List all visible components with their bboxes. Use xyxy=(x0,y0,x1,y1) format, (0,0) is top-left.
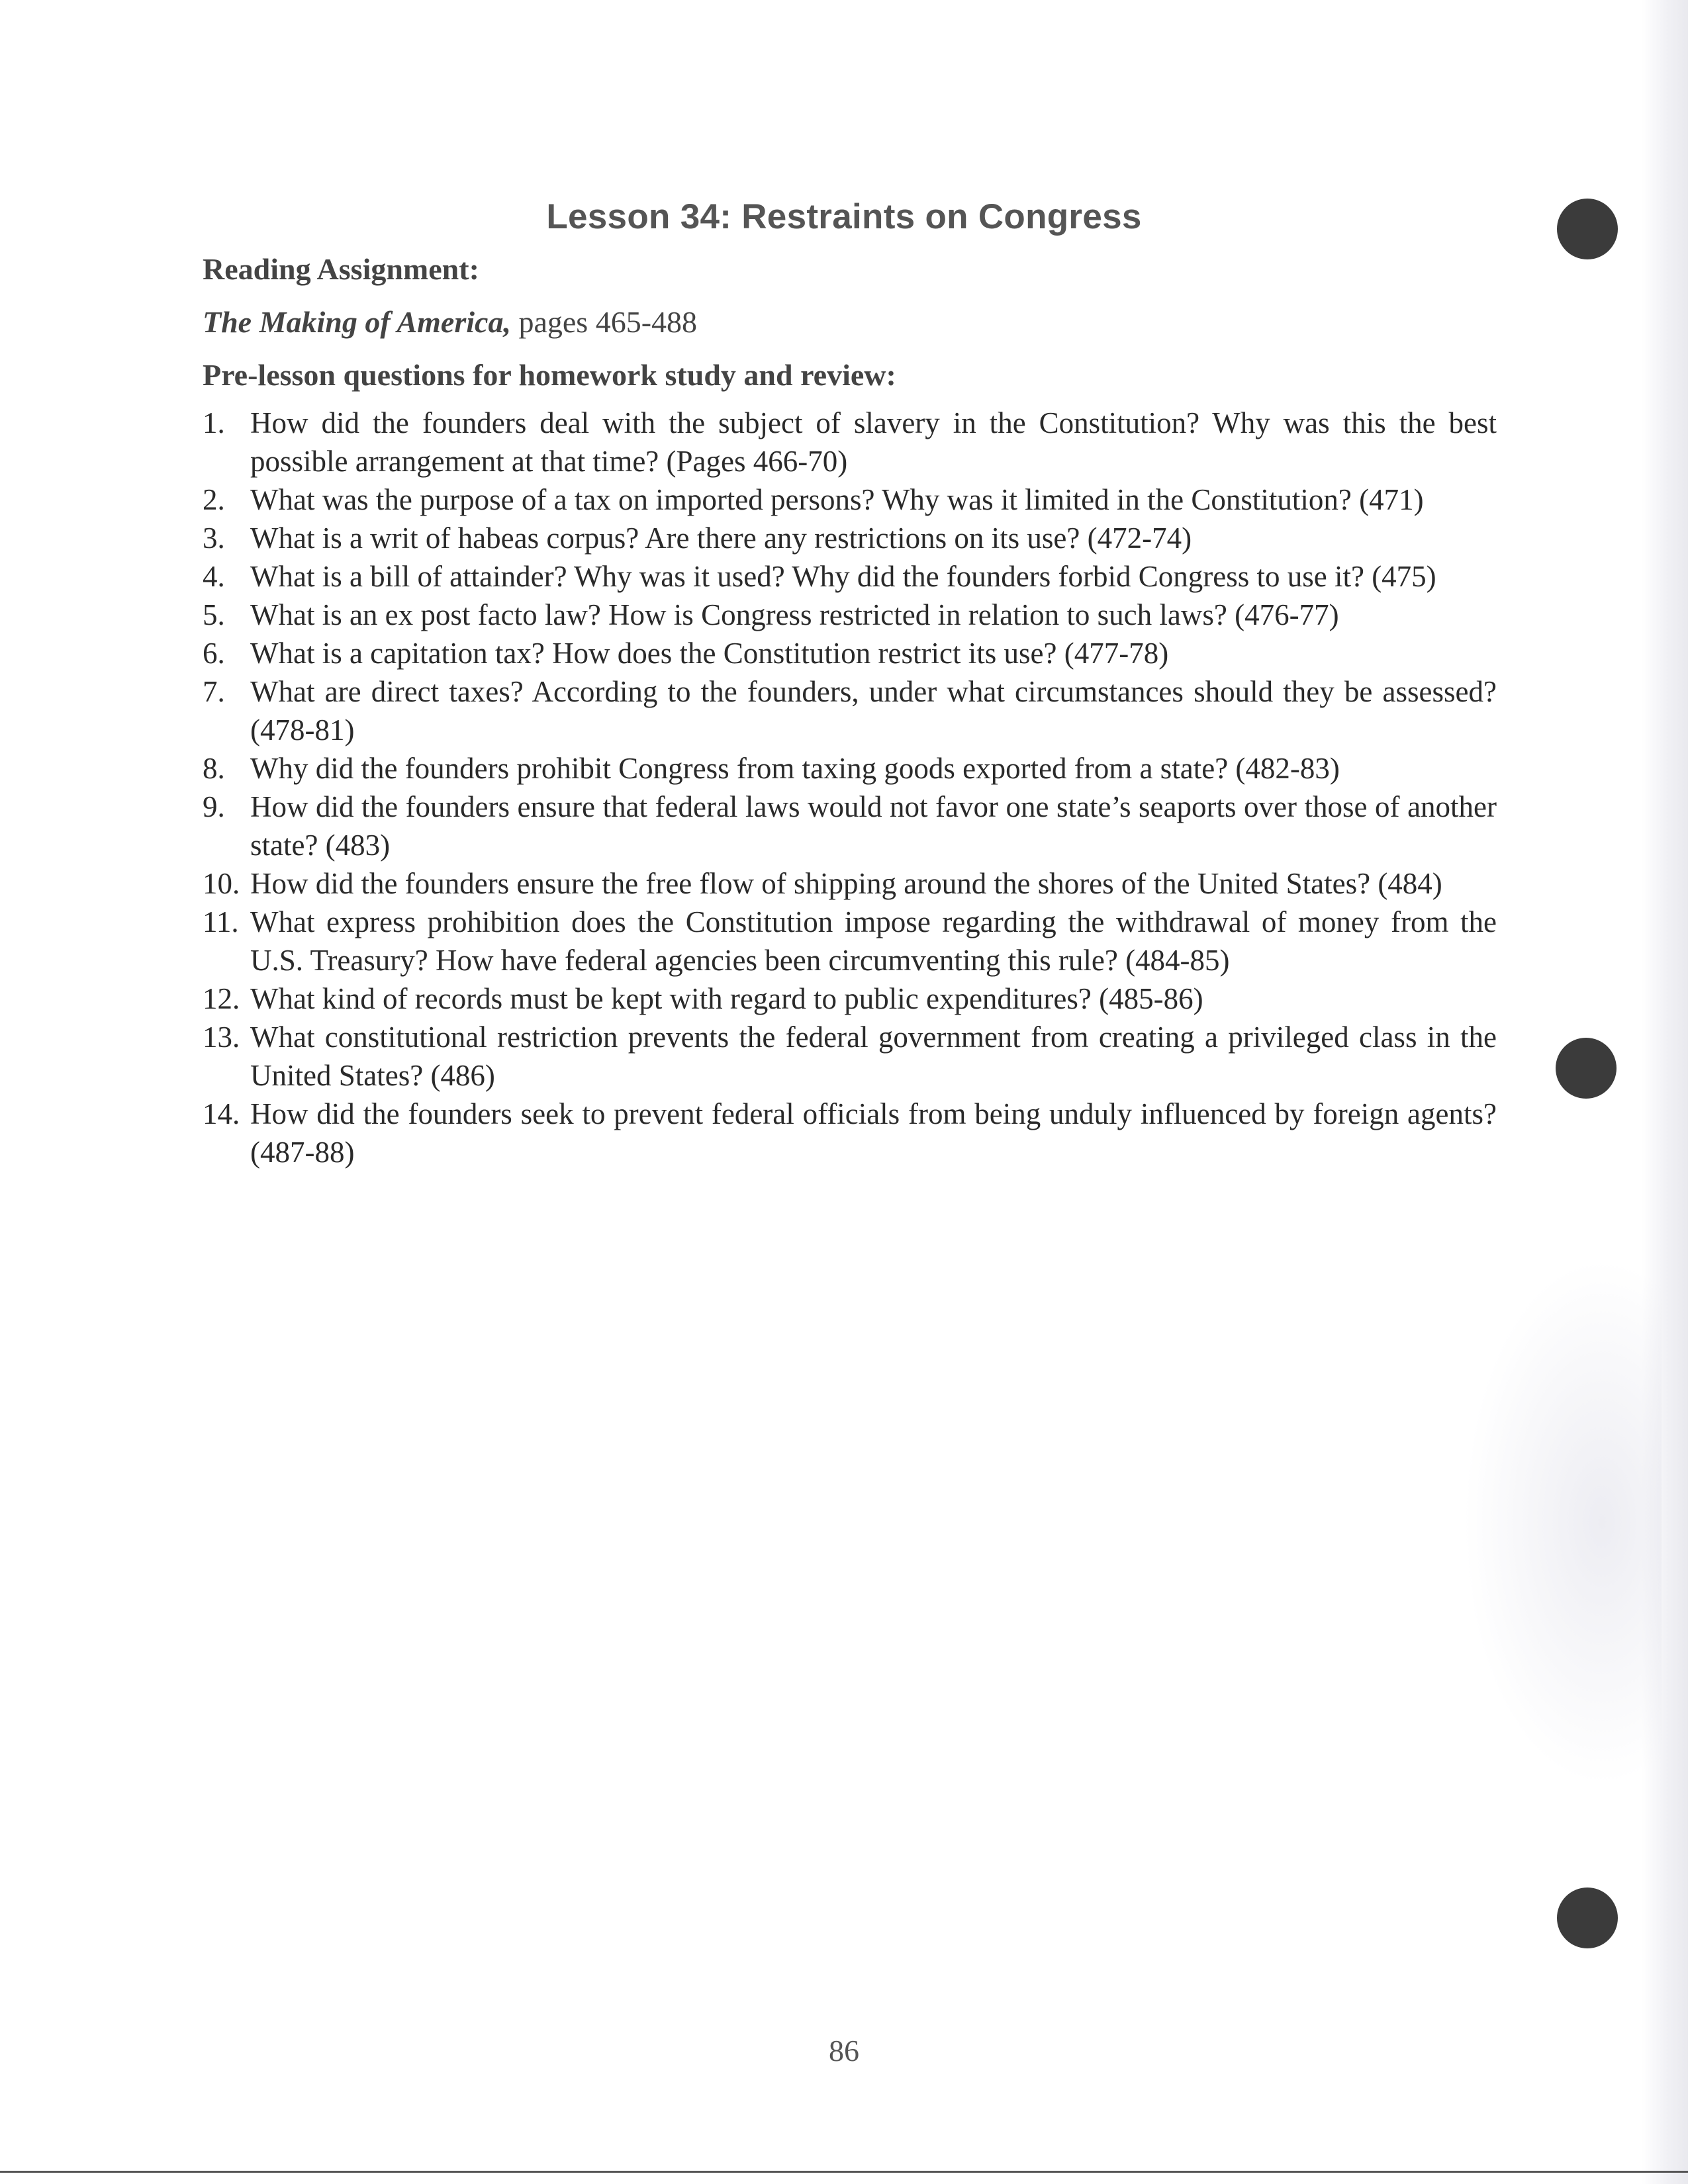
question-number: 14. xyxy=(203,1097,240,1130)
question-item xyxy=(203,480,1497,519)
reading-assignment-heading: Reading Assignment: xyxy=(203,252,479,286)
question-item xyxy=(203,557,1497,596)
question-text: What is a bill of attainder? Why was it used? Why did the founders forbid Congress to use it? (475) xyxy=(250,560,1436,593)
prelesson-questions-heading: Pre-lesson questions for homework study and review: xyxy=(203,358,896,392)
question-number: 2. xyxy=(203,483,225,516)
question-number: 1. xyxy=(203,406,225,439)
question-item xyxy=(203,903,1497,979)
question-text: What express prohibition does the Constitution impose regarding the withdrawal of money from the U.S. Treasury? How have federal agencies been circumventing this rule? (484-85) xyxy=(250,905,1497,977)
question-item xyxy=(203,979,1497,1018)
book-title: The Making of America, xyxy=(203,305,511,339)
question-text: What kind of records must be kept with regard to public expenditures? (485-86) xyxy=(250,982,1203,1015)
question-text: What constitutional restriction prevents the federal government from creating a privileged class in the United States? (486) xyxy=(250,1021,1497,1092)
question-text: What is a capitation tax? How does the Constitution restrict its use? (477-78) xyxy=(250,637,1169,670)
question-text: What is an ex post facto law? How is Congress restricted in relation to such laws? (476-77) xyxy=(250,598,1339,631)
question-number: 12. xyxy=(203,982,240,1015)
question-item xyxy=(203,864,1497,903)
lesson-title: Lesson 34: Restraints on Congress xyxy=(546,197,1142,236)
question-text: What was the purpose of a tax on imported persons? Why was it limited in the Constitution? (471) xyxy=(250,483,1424,516)
binder-hole-middle xyxy=(1556,1038,1617,1099)
question-item xyxy=(203,404,1497,480)
binder-hole-bottom xyxy=(1557,1888,1618,1948)
question-number: 11. xyxy=(203,905,239,938)
question-text: What is a writ of habeas corpus? Are there any restrictions on its use? (472-74) xyxy=(250,522,1192,555)
question-text: Why did the founders prohibit Congress from taxing goods exported from a state? (482-83) xyxy=(250,752,1340,785)
question-item xyxy=(203,519,1497,557)
question-number: 4. xyxy=(203,560,225,593)
question-item xyxy=(203,788,1497,864)
reading-assignment-line xyxy=(203,304,697,340)
question-number: 3. xyxy=(203,522,225,555)
question-item xyxy=(203,634,1497,672)
page-number: 86 xyxy=(829,2034,859,2068)
question-text: How did the founders ensure the free flow of shipping around the shores of the United States? (484) xyxy=(250,867,1442,900)
question-number: 7. xyxy=(203,675,225,708)
question-item xyxy=(203,749,1497,788)
question-list xyxy=(203,404,1497,1171)
question-number: 8. xyxy=(203,752,225,785)
reading-pages: pages 465-488 xyxy=(518,305,698,339)
question-item xyxy=(203,596,1497,634)
question-number: 6. xyxy=(203,637,225,670)
scan-smudge xyxy=(1463,1257,1662,1787)
question-item xyxy=(203,1018,1497,1095)
scan-edge-shading xyxy=(1642,0,1688,2184)
question-number: 13. xyxy=(203,1021,240,1054)
question-number: 10. xyxy=(203,867,240,900)
question-item xyxy=(203,1095,1497,1171)
question-text: How did the founders deal with the subject of slavery in the Constitution? Why was this the best possible arrangement at that time? (Pages 466-70) xyxy=(250,406,1497,478)
question-number: 5. xyxy=(203,598,225,631)
page-bottom-edge-line xyxy=(0,2171,1688,2173)
question-text: How did the founders seek to prevent federal officials from being unduly influenced by foreign agents? (487-88) xyxy=(250,1097,1497,1169)
question-item xyxy=(203,672,1497,749)
question-text: How did the founders ensure that federal laws would not favor one state’s seaports over those of another state? (483) xyxy=(250,790,1497,862)
question-number: 9. xyxy=(203,790,225,823)
question-text: What are direct taxes? According to the founders, under what circumstances should they be assessed? (478-81) xyxy=(250,675,1497,747)
